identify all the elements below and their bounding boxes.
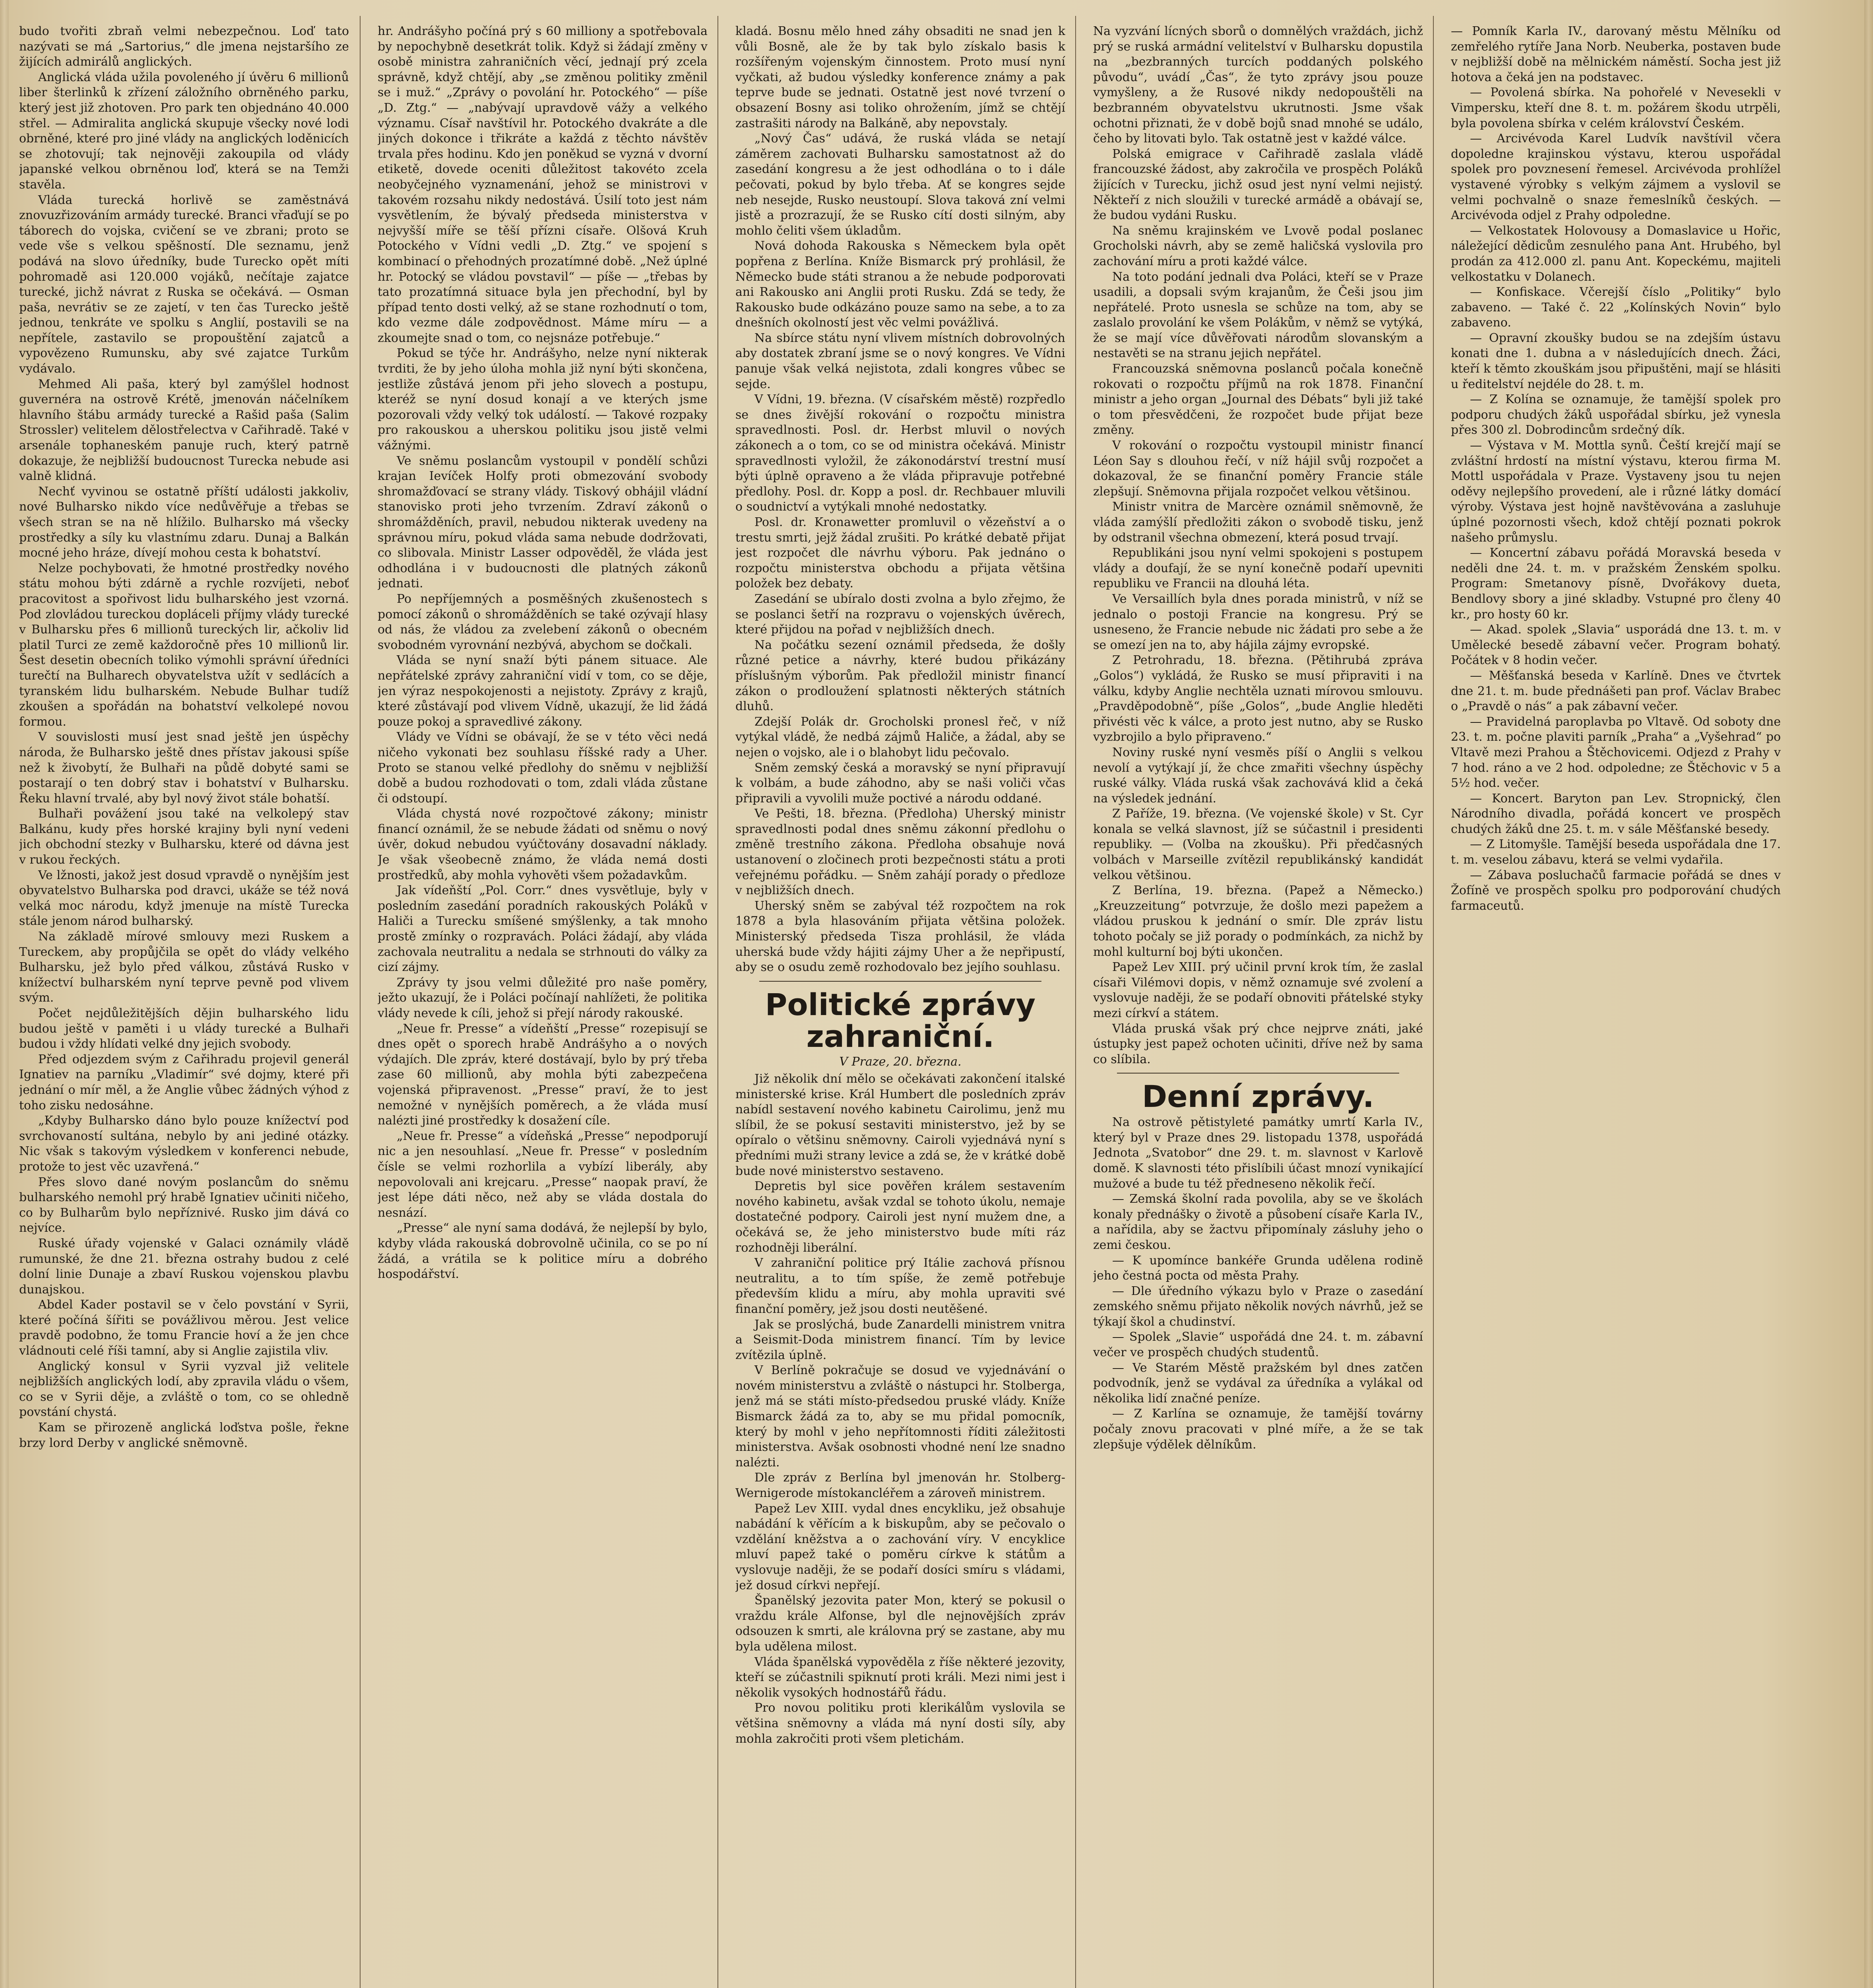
article-paragraph: Zdejší Polák dr. Grocholski pronesl řeč, v níž vytýkal vládě, že nedbá zájmů Haliče, a žádal, aby se nejen o vojsko, ale i o blahobyt lidu pečovalo. bbox=[735, 714, 1065, 759]
article-paragraph: — Koncertní zábavu pořádá Moravská beseda v neděli dne 24. t. m. v pražském Ženském spolku. Program: Smetanovy písně, Dvořákovy dueta, Bendlovy sbory a jiné skladby. Vstupné pro členy 40 kr., pro hosty 60 kr. bbox=[1451, 546, 1781, 621]
article-paragraph: Pro novou politiku proti klerikálům vyslovila se většina sněmovny a vláda má nyní dosti síly, aby mohla zakročiti proti všem pletichám. bbox=[735, 1701, 1065, 1746]
section-heading: Denní zprávy. bbox=[1142, 1079, 1374, 1114]
article-paragraph: Uherský sněm se zabýval též rozpočtem na rok 1878 a byla hlasováním přijata většina položek. Ministerský předseda Tisza prohlásil, že vláda uherská bude vždy hájiti zájmy Uher a že nepřipustí, aby se o osudu země rozhodovalo bez jejího souhlasu. bbox=[735, 899, 1065, 975]
article-paragraph: — Výstava v M. Mottla synů. Čeští krejčí mají se zvláštní hrdostí na místní výstavu, kterou firma M. Mottl uspořádala v Praze. Vystaveny jsou tu nejen oděvy nejlepšího provedení, ale i různé látky domácí výroby. Výstava jest hojně navštěvována a zasluhuje úplné pozornosti všech, kdož chtějí poznati pokrok našeho průmyslu. bbox=[1451, 439, 1781, 545]
article-paragraph: „Neue fr. Presse“ a vídeňští „Presse“ rozepisují se dnes opět o sporech hrabě Andrášyho a o nových výdajích. Dle zpráv, které dostávají, bylo by prý třeba zase 60 millionů, aby mohla býti zabezpečena vojenská připravenost. „Presse“ praví, že to jest nemožné v nynějších poměrech, a že vláda musí nalézti jiné prostředky k dosažení cíle. bbox=[378, 1021, 708, 1128]
article-paragraph: Papež Lev XIII. prý učinil první krok tím, že zaslal císaři Vilémovi dopis, v němž oznamuje své zvolení a vyslovuje naději, že se podaří obnoviti přátelské styky mezi církví a státem. bbox=[1093, 960, 1423, 1020]
article-paragraph: — Ve Starém Městě pražském byl dnes zatčen podvodník, jenž se vydával za úředníka a vylákal od několika lidí značné peníze. bbox=[1093, 1361, 1423, 1406]
article-paragraph: — Spolek „Slavie“ uspořádá dne 24. t. m. zábavní večer ve prospěch chudých studentů. bbox=[1093, 1330, 1423, 1360]
article-paragraph: — Povolená sbírka. Na pohořelé v Nevesekli v Vimpersku, kteří dne 8. t. m. požárem škodu utrpěli, byla povolena sbírka v celém království Českém. bbox=[1451, 85, 1781, 130]
article-paragraph: „Nový Čas“ udává, že ruská vláda se netají záměrem zachovati Bulharsku samostatnost až do zasedání kongresu a že jest odhodlána o to i dále pečovati, pokud by bylo třeba. Ať se kongres sejde neb nesejde, Rusko neustoupí. Slova taková zní velmi jistě a prozrazují, že se Rusko cítí dosti silným, aby mohlo čeliti všem úkladům. bbox=[735, 132, 1065, 238]
column-rule bbox=[1433, 16, 1434, 1988]
article-paragraph: Nechť vyvinou se ostatně příští události jakkoliv, nové Bulharsko nikdo více nedůvěřuje a třebas se všech stran se na ně hlížilo. Bulharsko má všecky prostředky a síly ku vlastnímu zdaru. Dunaj a Balkán mocné jeho hráze, dívejí mohou cesta k bohatství. bbox=[19, 484, 349, 560]
article-paragraph: Počet nejdůležitějších dějin bulharského lidu budou ještě v paměti i u vlády turecké a Bulhaři budou i vždy hlídati velké dny jejich svobody. bbox=[19, 1006, 349, 1051]
article-paragraph: „Neue fr. Presse“ a vídeňská „Presse“ nepodporují nic a jen nesouhlasí. „Neue fr. Presse“ v posledním čísle se velmi rozhorlila a vybízí liberály, aby nepovolovali ani krejcaru. „Presse“ naopak praví, že jest lépe dáti něco, než aby se vláda dostala do nesnází. bbox=[378, 1129, 708, 1220]
article-paragraph: Dle zpráv z Berlína byl jmenován hr. Stolberg-Wernigerode místokancléřem a zároveň ministrem. bbox=[735, 1471, 1065, 1501]
article-paragraph: Vlády ve Vídni se obávají, že se v této věci nedá ničeho vykonati bez souhlasu říšské rady a Uher. Proto se stanou velké předlohy do sněmu v nejbližší době a budou rozhodovati o tom, zdali vláda zůstane či odstoupí. bbox=[378, 730, 708, 806]
article-paragraph: Vláda chystá nové rozpočtové zákony; ministr financí oznámil, že se nebude žádati od sněmu o nový úvěr, dokud nebudou vyúčtovány dosavadní náklady. Je však všeobecně známo, že vláda nemá dosti prostředků, aby mohla vyhověti všem požadavkům. bbox=[378, 807, 708, 882]
section-heading: Politické zprávy zahraniční. bbox=[765, 986, 1036, 1054]
article-paragraph: Na počátku sezení oznámil předseda, že došly různé petice a návrhy, které budou přikázány příslušným výborům. Pak předložil ministr financí zákon o prodloužení splatnosti některých státních dluhů. bbox=[735, 638, 1065, 714]
article-paragraph: budo tvořiti zbraň velmi nebezpečnou. Loď tato nazývati se má „Sartorius,“ dle jmena nejstaršího ze žijících admirálů anglických. bbox=[19, 24, 349, 69]
article-paragraph: Na sněmu krajinském ve Lvově podal poslanec Grocholski návrh, aby se země haličská vyslovila pro zachování míru a proti každé válce. bbox=[1093, 223, 1423, 268]
column-rule bbox=[1075, 16, 1076, 1988]
article-paragraph: — Měšťanská beseda v Karlíně. Dnes ve čtvrtek dne 21. t. m. bude přednášeti pan prof. Václav Brabec o „Pravdě o nás“ a pak zábavní večer. bbox=[1451, 668, 1781, 714]
article-paragraph: Přes slovo dané novým poslancům do sněmu bulharského nemohl prý hrabě Ignatiev učiniti ničeho, co by Bulharům bylo nepříznivé. Rusko jim dává co nejvíce. bbox=[19, 1175, 349, 1235]
article-paragraph: Noviny ruské nyní vesměs píší o Anglii s velkou nevolí a vytýkají jí, že chce zmařiti všechny úspěchy ruské války. Vláda ruská však zachovává klid a čeká na výsledek jednání. bbox=[1093, 745, 1423, 806]
article-paragraph: Ve Versaillích byla dnes porada ministrů, v níž se jednalo o postoji Francie na kongresu. Prý se usneseno, že Francie nebude nic žádati pro sebe a že se omezí jen na to, aby hájila zájmy evropské. bbox=[1093, 592, 1423, 652]
article-paragraph: Kam se přirozeně anglická loďstva pošle, řekne brzy lord Derby v anglické sněmovně. bbox=[19, 1421, 349, 1450]
article-paragraph: Španělský jezovita pater Mon, který se pokusil o vraždu krále Alfonse, byl dle nejnovějších zpráv odsouzen k smrti, ale královna prý se zastane, aby mu byla udělena milost. bbox=[735, 1594, 1065, 1654]
article-paragraph: Depretis byl sice pověřen králem sestavením nového kabinetu, avšak vzdal se tohoto úkolu, nemaje dostatečné podpory. Cairoli jest nyní mužem dne, a očekává se, že jeho ministerstvo bude míti ráz rozhodněji liberální. bbox=[735, 1179, 1065, 1255]
article-paragraph: — Koncert. Baryton pan Lev. Stropnický, člen Národního divadla, pořádá koncert ve prospěch chudých žáků dne 25. t. m. v sále Měšťanské besedy. bbox=[1451, 791, 1781, 836]
article-paragraph: Abdel Kader postavil se v čelo povstání v Syrii, které počíná šířiti se povážlivou měrou. Jest velice pravdě podobno, že tomu Francie hoví a že jen chce vládnouti celé říši tamní, aby si Anglie zajistila vliv. bbox=[19, 1298, 349, 1358]
article-paragraph: Vláda španělská vypověděla z říše některé jezovity, kteří se zúčastnili spiknutí proti králi. Mezi nimi jest i několik vysokých hodnostářů řádu. bbox=[735, 1655, 1065, 1700]
column-4 bbox=[1093, 24, 1423, 1988]
article-paragraph: V souvislosti musí jest snad ještě jen úspěchy národa, že Bulharsko ještě dnes přístav jakousi spíše než k živobytí, že Bulhaři na půdě dobyté sami se postarají o ten dobrý stav i bohatství v Bulharsku. Řeku hlavní trvalé, aby byl nový život stále bohatší. bbox=[19, 730, 349, 806]
article-paragraph: „Presse“ ale nyní sama dodává, že nejlepší by bylo, kdyby vláda rakouská dobrovolně učinila, co se po ní žádá, a vrátila se k politice míru a dobrého hospodářství. bbox=[378, 1221, 708, 1281]
article-paragraph: Posl. dr. Kronawetter promluvil o vězeňství a o trestu smrti, jejž žádal zrušiti. Po krátké debatě přijat jest rozpočet dle návrhu výboru. Pak jednáno o rozpočtu ministerstva obchodu a přijata většina položek bez debaty. bbox=[735, 515, 1065, 591]
section-divider bbox=[1117, 1073, 1399, 1074]
article-paragraph: V Vídni, 19. března. (V císařském městě) rozpředlo se dnes živější rokování o rozpočtu ministra spravedlnosti. Posl. dr. Herbst mluvil o nových zákonech a o tom, co se od ministra očekává. Ministr spravedlnosti vyložil, že zákonodárství trestní musí býti úplně opraveno a že vláda připravuje potřebné předlohy. Posl. dr. Kopp a posl. dr. Rechbauer mluvili o soudnictví a vytýkali mnohé nedostatky. bbox=[735, 392, 1065, 514]
article-paragraph: hr. Andrášyho počíná prý s 60 milliony a spotřebovala by nepochybně desetkrát tolik. Když si žádají změny v osobě ministra zahraničních věcí, jednají prý zcela správně, když chtějí, aby „se změnou politiky změnil se i muž.“ „Zprávy o povolání hr. Potockého“ — píše „D. Ztg.“ — „nabývají upravdově vážy a velkého významu. Císař navštívil hr. Potockého dvakráte a dle jiných dokonce i třikráte a každá z těchto návštěv trvala přes hodinu. Kdo jen poněkud se vyzná v dvorní etiketě, dovede oceniti důležitost takovéto zcela neobyčejného vyznamenání, jehož se ministrovi v takovém rozsahu nikdy nedostává. Úsilí toto jest nám vysvětlením, že bývalý předseda ministerstva v nejvyšší míře se těší přízni císaře. Olšová Kruh Potockého v Vídni vedli „D. Ztg.“ ve spojení s kombinací o přehodných prozatímné době. „Než úplné hr. Potocký se vládou povstavil“ — píše — „třebas by tato prozatímná situace byla jen přechodní, byl by případ tento dosti velký, až se stane rozhodnutí o tom, kdo vezme dále zodpovědnost. Máme míru — a zkoumejte snad o tom, co nejsnáze potřebuje.“ bbox=[378, 24, 708, 345]
column-3 bbox=[735, 24, 1065, 1988]
article-paragraph: — Zábava posluchačů farmacie pořádá se dnes v Žofíně ve prospěch spolku pro podporování chudých farmaceutů. bbox=[1451, 868, 1781, 913]
article-paragraph: — Z Litomyšle. Tamější beseda uspořádala dne 17. t. m. veselou zábavu, která se velmi vydařila. bbox=[1451, 837, 1781, 867]
article-paragraph: Na ostrově pětistyleté památky umrtí Karla IV., který byl v Praze dnes 29. listopadu 1378, uspořádá Jednota „Svatobor“ dne 29. t. m. slavnost v Karlově domě. K slavnosti této přislíbili účast mnozí vynikající mužové a bude tu též předneseno několik řečí. bbox=[1093, 1115, 1423, 1191]
article-paragraph: — Pomník Karla IV., darovaný městu Mělníku od zemřelého rytíře Jana Norb. Neuberka, postaven bude v nejbližší době na mělnickém náměstí. Socha jest již hotova a čeká jen na podstavec. bbox=[1451, 24, 1781, 84]
article-paragraph: — Pravidelná paroplavba po Vltavě. Od soboty dne 23. t. m. počne plaviti parník „Praha“ a „Vyšehrad“ po Vltavě mezi Prahou a Štěchovicemi. Odjezd z Prahy v 7 hod. ráno a ve 2 hod. odpoledne; ze Štěchovic v 5 a 5½ hod. večer. bbox=[1451, 714, 1781, 790]
article-paragraph: Před odjezdem svým z Cařihradu projevil generál Ignatiev na parníku „Vladimír“ své dojmy, které při jednání o mír měl, a že Anglie vůbec žádných výhod z toho zisku nedosáhne. bbox=[19, 1052, 349, 1112]
article-paragraph: Bulhaři povážení jsou také na velkolepý stav Balkánu, kudy přes horské krajiny byli nyní vedeni jich obchodní stezky v Bulharsku, které od dávna jest v rukou řeckých. bbox=[19, 807, 349, 867]
article-paragraph: Z Paříže, 19. března. (Ve vojenské škole) v St. Cyr konala se velká slavnost, jíž se súčastnil i presidenti republiky. — (Volba na zkoušku). Při předčasných volbách v Marseille zvítězil republikánský kandidát velkou většinou. bbox=[1093, 807, 1423, 882]
article-paragraph: Anglická vláda užila povoleného jí úvěru 6 millionů liber šterlinků k zřízení záložního obrněného parku, který jest již zhotoven. Pro park ten objednáno 40.000 střel. — Admiralita anglická skupuje všecky nové lodi obrněné, které pro jiné vlády na anglických loděnicích se zhotovují; tak nejnověji zakoupila od vlády japanské velkou obrněnou loď, která se na Temži stavěla. bbox=[19, 70, 349, 192]
article-paragraph: Mehmed Ali paša, který byl zamýšlel hodnost guvernéra na ostrově Krétě, jmenován náčelníkem hlavního štábu armády turecké a Rašid paša (Salim Strossler) velitelem dělostřelectva v Cařihradě. Také v arsenále tophaneském panuje ruch, který patrně dokazuje, že nejbližší budoucnost Turecka nebude asi valně klidná. bbox=[19, 377, 349, 483]
article-paragraph: Na vyzvání lícných sborů o domnělých vraždách, jichž prý se ruská armádní velitelství v Bulharsku dopustila na „bezbranných turcích poddaných polského původu“, uvádí „Čas“, že tyto zprávy jsou pouze vymyšleny, a že Rusové nikdy nedopouštěli na bezbranném obyvatelstvu ukrutnosti. Jsme však ochotni přiznati, že v době bojů snad mnohé se událo, čeho by litovati bylo. Tak ostatně jest v každé válce. bbox=[1093, 24, 1423, 146]
article-paragraph: Na sbírce státu nyní vlivem místních dobrovolných aby dostatek zbraní jsme se o nový kongres. Ve Vídni panuje však velká nejistota, zdali kongres vůbec se sejde. bbox=[735, 331, 1065, 391]
article-paragraph: V zahraniční politice prý Itálie zachová přísnou neutralitu, a to tím spíše, že země potřebuje především klidu a míru, aby mohla upraviti své finanční poměry, jež jsou dosti neutěšené. bbox=[735, 1256, 1065, 1316]
article-paragraph: Nová dohoda Rakouska s Německem byla opět popřena z Berlína. Kníže Bismarck prý prohlásil, že Německo bude státi stranou a že nebude podporovati ani Rakousko ani Anglii proti Rusku. Zdá se tedy, že Rakousko bude odkázáno pouze samo na sebe, a to za dnešních okolností jest věc velmi povážlivá. bbox=[735, 239, 1065, 330]
article-paragraph: kladá. Bosnu mělo hned záhy obsaditi ne snad jen k vůli Bosně, ale že by tak bylo získalo basis k rozšířeným vojenským činnostem. Proto musí nyní vyčkati, až budou výsledky konference známy a pak teprve bude se jednati. Ostatně jest nové tvrzení o obsazení Bosny asi toliko ohrožením, jímž se chtějí zastrašiti národy na Balkáně, aby nepovstaly. bbox=[735, 24, 1065, 130]
paper-edge-shadow bbox=[0, 0, 9, 1988]
article-paragraph: Jak vídeňští „Pol. Corr.“ dnes vysvětluje, byly v posledním zasedání poradních rakouských Poláků v Haliči a Turecku smíšené smýšlenky, a tak mnoho prostě zmínky o rozpravách. Poláci žádají, aby vláda zachovala neutralitu a nedala se strhnouti do války za cizí zájmy. bbox=[378, 883, 708, 975]
dateline: V Praze, 20. března. bbox=[839, 1055, 962, 1069]
section-divider bbox=[759, 981, 1041, 982]
article-paragraph: Vláda turecká horlivě se zaměstnává znovuzřizováním armády turecké. Branci vřaďují se po táborech do vojska, cvičení se ve zbrani; proto se vede vše s velkou spěšností. Dle seznamu, jenž podává na slovo úředníky, bude Turecko opět míti pohromadě asi 120.000 vojáků, nečítaje zajatce turecké, jichž návrat z Ruska se očekává. — Osman paša, nevrátiv se ze zajetí, v ten čas Turecko ještě jednou, tenkráte ve spolku s Anglií, postavili se na nepřítele, zastavilo se propouštění zajatců a vypovězeno Rumunsku, aby své zajatce Turkům vydávalo. bbox=[19, 193, 349, 376]
article-paragraph: Pokud se týče hr. Andrášyho, nelze nyní nikterak tvrditi, že by jeho úloha mohla již nyní býti skončena, jestliže zůstává jenom při jeho slovech a postupu, kteréž se nyní dosud konají a ve kterých jsme pozorovali vždy velký tok událostí. — Takové rozpaky pro rakouskou a uherskou politiku jsou jistě velmi vážnými. bbox=[378, 346, 708, 453]
column-1 bbox=[19, 24, 349, 1988]
article-paragraph: Zprávy ty jsou velmi důležité pro naše poměry, ježto ukazují, že i Poláci počínají nahlížeti, že politika vlády nevede k cíli, jehož si přejí národy rakouské. bbox=[378, 975, 708, 1020]
article-paragraph: — K upomínce bankéře Grunda udělena rodině jeho čestná pocta od města Prahy. bbox=[1093, 1253, 1423, 1283]
article-paragraph: — Zemská školní rada povolila, aby se ve školách konaly přednášky o životě a působení císaře Karla IV., a nařídila, aby se žactvu připomínaly zásluhy jeho o zemi českou. bbox=[1093, 1192, 1423, 1252]
article-paragraph: Jak se proslýchá, bude Zanardelli ministrem vnitra a Seismit-Doda ministrem financí. Tím by levice zvítězila úplně. bbox=[735, 1317, 1065, 1362]
article-paragraph: — Opravní zkoušky budou se na zdejším ústavu konati dne 1. dubna a v následujících dnech. Žáci, kteří k těmto zkouškám jsou připuštěni, mají se hlásiti u ředitelství nejdéle do 28. t. m. bbox=[1451, 331, 1781, 391]
article-paragraph: Ruské úřady vojenské v Galaci oznámily vládě rumunské, že dne 21. března ostrahy budou z celé dolní linie Dunaje a zbaví Ruskou vojenskou plavbu dunajskou. bbox=[19, 1236, 349, 1297]
article-paragraph: Z Petrohradu, 18. března. (Pětihrubá zpráva „Golos“) vykládá, že Rusko se musí připraviti i na válku, kdyby Anglie nechtěla uznati mírovou smlouvu. „Pravděpodobně“, píše „Golos“, „bude Anglie hleděti přivésti věc k válce, a proto jest nutno, aby se Rusko vyzbrojilo a bylo připraveno.“ bbox=[1093, 653, 1423, 744]
article-paragraph: Papež Lev XIII. vydal dnes encykliku, jež obsahuje nabádání k věřícím a k biskupům, aby se pečovalo o vzdělání kněžstva a o zachování víry. V encyklice mluví papež také o poměru církve k státům a vyslovuje naději, že se podaří dosíci smíru s vládami, jež dosud církvi nepřejí. bbox=[735, 1501, 1065, 1592]
column-rule bbox=[360, 16, 361, 1988]
column-2 bbox=[378, 24, 708, 1988]
article-paragraph: Republikáni jsou nyní velmi spokojeni s postupem vlády a doufají, že se nyní konečně podaří upevniti republiku ve Francii na dlouhá léta. bbox=[1093, 546, 1423, 591]
article-paragraph: Na toto podání jednali dva Poláci, kteří se v Praze usadili, a dopsali svým krajanům, že Češi jsou jim nepřátelé. Proto usnesla se schůze na tom, aby se zaslalo provolání ke všem Polákům, v němž se vytýká, že se mají více důvěřovati národům slovanským a nestavěti se na stranu jejich nepřátel. bbox=[1093, 270, 1423, 361]
article-paragraph: Ve Pešti, 18. března. (Předloha) Uherský ministr spravedlnosti podal dnes sněmu zákonní předlohu o změně trestního zákona. Předloha obsahuje nová ustanovení o zločinech proti bezpečnosti státu a proti veřejnému pořádku. — Sněm zahájí porady o předloze v nejbližších dnech. bbox=[735, 807, 1065, 898]
article-paragraph: — Akad. spolek „Slavia“ usporádá dne 13. t. m. v Umělecké besedě zábavní večer. Program bohatý. Počátek v 8 hodin večer. bbox=[1451, 623, 1781, 668]
article-paragraph: Na základě mírové smlouvy mezi Ruskem a Tureckem, aby propůjčila se opět do vlády velkého Bulharsku, jež bylo před válkou, zůstává Rusko v knížectví bulharském nyní teprve pevně pod vlivem svým. bbox=[19, 930, 349, 1005]
article-paragraph: — Dle úředního výkazu bylo v Praze o zasedání zemského sněmu přijato několik nových návrhů, jež se týkají škol a chudinství. bbox=[1093, 1284, 1423, 1329]
article-paragraph: Vláda pruská však prý chce nejprve znáti, jaké ústupky jest papež ochoten učiniti, dříve než by sama co slíbila. bbox=[1093, 1021, 1423, 1066]
column-rule bbox=[717, 16, 718, 1988]
article-paragraph: Ministr vnitra de Marcère oznámil sněmovně, že vláda zamýšlí předložiti zákon o svobodě tisku, jenž by odstranil všechna obmezení, která posud trvají. bbox=[1093, 500, 1423, 545]
article-paragraph: — Z Karlína se oznamuje, že tamější továrny počaly znovu pracovati v plné míře, a že se tak zlepšuje výdělek dělníkům. bbox=[1093, 1407, 1423, 1452]
article-paragraph: — Z Kolína se oznamuje, že tamější spolek pro podporu chudých žáků uspořádal sbírku, jež vynesla přes 300 zl. Dobrodincům srdečný dík. bbox=[1451, 392, 1781, 437]
article-paragraph: Sněm zemský česká a moravský se nyní připravují k volbám, a bude záhodno, aby se naši voliči včas připravili a vyvolili muže poctivé a národu oddané. bbox=[735, 761, 1065, 806]
article-paragraph: Vláda se nyní snaží býti pánem situace. Ale nepřátelské zprávy zahraniční vidí v tom, co se děje, jen výraz nespokojenosti a nejistoty. Zprávy z krajů, které zůstávají pod vlivem Vídně, ukazují, že lid žádá pouze pokoj a spravedlivé zákony. bbox=[378, 653, 708, 729]
article-paragraph: V rokování o rozpočtu vystoupil ministr financí Léon Say s dlouhou řečí, v níž hájil svůj rozpočet a dokazoval, že se finanční poměry Francie stále zlepšují. Sněmovna přijala rozpočet velkou většinou. bbox=[1093, 439, 1423, 499]
article-paragraph: — Konfiskace. Včerejší číslo „Politiky“ bylo zabaveno. — Také č. 22 „Kolínských Novin“ bylo zabaveno. bbox=[1451, 285, 1781, 330]
article-paragraph: Již několik dní mělo se očekávati zakončení italské ministerské krise. Král Humbert dle posledních zpráv nabídl sestavení nového kabinetu Cairolimu, jenž mu slíbil, že se pokusí sestaviti ministerstvo, jež by se opíralo o většinu sněmovny. Cairoli vyjednává nyní s předními muži strany levice a zdá se, že v krátké době bude nové ministerstvo sestaveno. bbox=[735, 1072, 1065, 1178]
article-paragraph: Francouzská sněmovna poslanců počala konečně rokovati o rozpočtu příjmů na rok 1878. Finanční ministr a jeho organ „Journal des Débats“ byli již také o tom přesvědčeni, že rozpočet bude přijat beze změny. bbox=[1093, 362, 1423, 437]
article-paragraph: Nelze pochybovati, že hmotné prostředky nového státu mohou býti zdárně a rychle rozvíjeti, neboť pracovitost a spořivost lidu bulharského jest vzorná. Pod zlovládou tureckou dopláceli příjmy vlády turecké v Bulharsku přes 6 millionů tureckých lir, ačkoliv lid platil Turci ze země každoročně přes 10 millionů lir. Šest desetin obecních toliko výmohli správní úředníci turečtí na Bulharech obyvatelstva užít v sedlácích a tyranském lidu bulharském. Nebude Bulhar tudíž zkoušen a spořádán na bohatství velkolepé novou formou. bbox=[19, 561, 349, 729]
article-paragraph: Ve lžnosti, jakož jest dosud vpravdě o nynějším jest obyvatelstvo Bulharska pod dravci, ukáže se též nová velká moc národu, když jmenuje na místě Turecka stále jenom národ bulharský. bbox=[19, 868, 349, 928]
article-paragraph: V Berlíně pokračuje se dosud ve vyjednávání o novém ministerstvu a zvláště o nástupci hr. Stolberga, jenž má se státi místo-předsedou pruské vlády. Kníže Bismarck žádá za to, aby se mu přidal pomocník, který by mohl v jeho nepřítomnosti říditi záležitosti ministerstva. Avšak osobnosti vhodné není lze snadno nalézti. bbox=[735, 1363, 1065, 1470]
article-paragraph: Po nepříjemných a posměšných zkušenostech s pomocí zákonů o shromážděních se také ozývají hlasy od nás, že vládou za zvelebení zákonů o obecném svobodném vyrovnání nezbývá, abychom se dočkali. bbox=[378, 592, 708, 652]
article-paragraph: Z Berlína, 19. března. (Papež a Německo.) „Kreuzzeitung“ potvrzuje, že došlo mezi papežem a vládou pruskou k jednání o smír. Dle zpráv listu tohoto počaly se již porady o podmínkách, za nichž by mohl kulturní boj býti ukončen. bbox=[1093, 883, 1423, 959]
column-5 bbox=[1451, 24, 1781, 1988]
article-paragraph: „Kdyby Bulharsko dáno bylo pouze knížectví pod svrchovaností sultána, nebylo by ani jediné otázky. Nic však s takovým výsledkem v konferenci nebude, protože to jest věc uzavřená.“ bbox=[19, 1114, 349, 1174]
article-paragraph: — Arcivévoda Karel Ludvík navštívil včera dopoledne krajinskou výstavu, kterou uspořádal spolek pro povznesení řemesel. Arcivévoda prohlížel vystavené výrobky s velkým zájmem a vyslovil se velmi pochvalně o snaze řemeslníků českých. — Arcivévoda odjel z Prahy odpoledne. bbox=[1451, 132, 1781, 223]
paper-edge-shadow bbox=[1864, 0, 1873, 1988]
article-paragraph: Polská emigrace v Cařihradě zaslala vládě francouzské žádost, aby zakročila ve prospěch Poláků žijících v Turecku, jichž osud jest nyní velmi nejistý. Někteří z nich sloužili v turecké armádě a obávají se, že budou vydáni Rusku. bbox=[1093, 147, 1423, 223]
article-paragraph: Anglický konsul v Syrii vyzval již velitele nejbližších anglických lodí, aby zpravila vládu o všem, co se v Syrii děje, a zvláště o tom, co se ohledně povstání chystá. bbox=[19, 1359, 349, 1419]
article-paragraph: Zasedání se ubíralo dosti zvolna a bylo zřejmo, že se poslanci šetří na rozpravu o vojenských úvěrech, které přijdou na pořad v nejbližších dnech. bbox=[735, 592, 1065, 637]
article-paragraph: — Velkostatek Holovousy a Domaslavice u Hořic, náležející dědicům zesnulého pana Ant. Hrubého, byl prodán za 412.000 zl. panu Ant. Kopeckému, majiteli velkostatku v Dolanech. bbox=[1451, 223, 1781, 284]
article-paragraph: Ve sněmu poslancům vystoupil v pondělí schůzi krajan Ievíček Holfy proti obmezování svobody shromažďovací se strany vlády. Tiskový obhájil vládní stanovisko proti jeho tvrzením. Zdraví zákonů o shromážděních, pravil, nebudou nikterak uvedeny na správnou míru, pokud vláda sama nebude dodržovati, co slibovala. Ministr Lasser odpověděl, že vláda jest odhodlána i v budoucnosti dle platných zákonů jednati. bbox=[378, 454, 708, 591]
